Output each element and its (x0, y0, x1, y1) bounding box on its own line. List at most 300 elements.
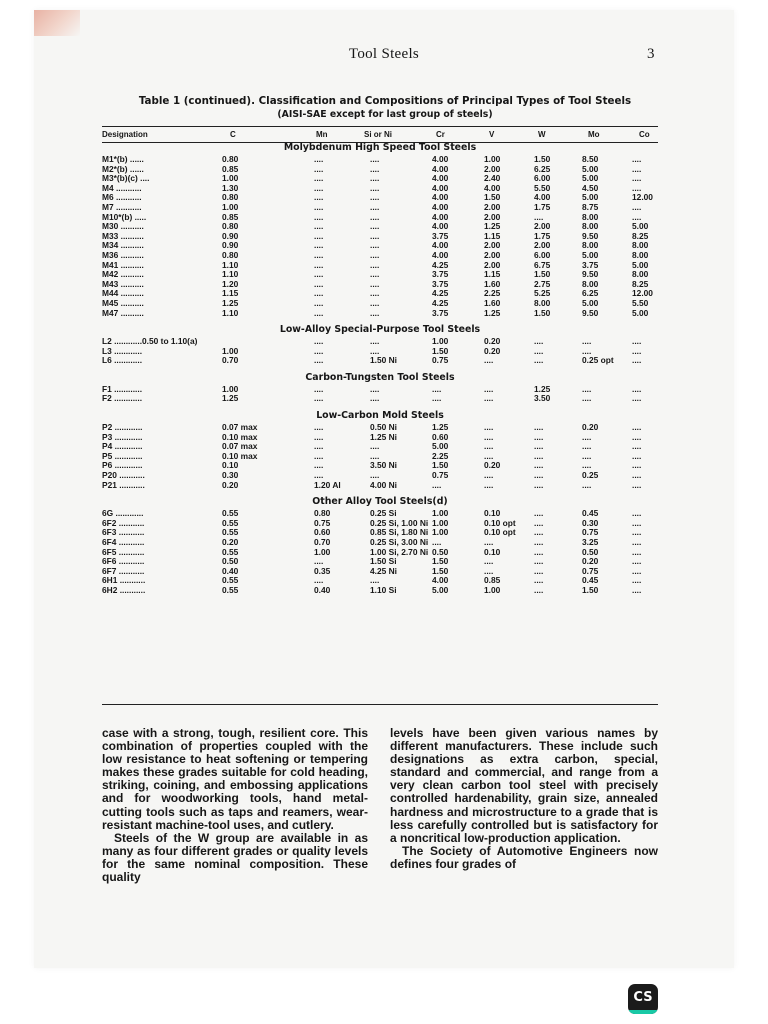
cell-des: L2 ............0.50 to 1.10(a) (102, 336, 198, 347)
cell-c: 1.00 (222, 173, 239, 184)
cell-co: .... (632, 517, 642, 528)
cell-mn: 1.00 (314, 546, 331, 557)
cell-w: .... (534, 431, 544, 442)
cell-mo: .... (582, 460, 592, 471)
cell-mn: .... (314, 297, 324, 308)
cell-c: 1.30 (222, 182, 239, 193)
cell-mn: .... (314, 182, 324, 193)
table-row (102, 222, 658, 232)
cell-cr: 1.00 (432, 517, 449, 528)
cell-mo: 6.25 (582, 288, 599, 299)
cell-c: 1.25 (222, 297, 239, 308)
cell-mo: 5.00 (582, 163, 599, 174)
col-header-si-ni: Si or Ni (364, 130, 393, 139)
cell-si: .... (370, 230, 380, 241)
cell-co: .... (632, 508, 642, 519)
col-header-mo: Mo (588, 130, 600, 139)
cell-v: .... (484, 422, 494, 433)
col-header-co: Co (639, 130, 650, 139)
cell-co: .... (632, 163, 642, 174)
cell-v: .... (484, 450, 494, 461)
cell-mo: 0.75 (582, 565, 599, 576)
cell-mo: 4.50 (582, 182, 599, 193)
cell-mn: 0.75 (314, 517, 331, 528)
cell-des: M42 .......... (102, 269, 144, 280)
cell-w: 8.00 (534, 297, 551, 308)
cell-c: 1.00 (222, 345, 239, 356)
cell-co: .... (632, 431, 642, 442)
body-paragraph: levels have been given various names by different manufacturers. These include such designations as extra carbon, special, standard and commercial, and range from a very clean carbon tool steel with precisely controlled hardenability, grain size, annealed hardness and microstructure to a grade that is less carefully controlled but is satisfactory for a noncritical low-production application. (390, 726, 658, 845)
cell-mn: .... (314, 336, 324, 347)
col-header-w: W (538, 130, 546, 139)
table-row (102, 461, 658, 471)
cell-cr: 0.75 (432, 470, 449, 481)
table-row (102, 433, 658, 443)
page-corner (34, 10, 80, 36)
cell-cr: 5.00 (432, 584, 449, 595)
cell-des: P6 ............ (102, 460, 143, 471)
cell-si: .... (370, 201, 380, 212)
cell-si: .... (370, 173, 380, 184)
cell-si: 1.50 Si (370, 556, 397, 567)
cell-mn: .... (314, 431, 324, 442)
cell-v: 0.20 (484, 336, 501, 347)
cell-si: .... (370, 393, 380, 404)
cell-w: .... (534, 537, 544, 547)
cell-cr: 1.00 (432, 508, 449, 519)
cell-c: 0.10 (222, 460, 239, 471)
cell-si: .... (370, 288, 380, 299)
cell-des: P2 ............ (102, 422, 143, 433)
cell-si: .... (370, 154, 380, 164)
cell-v: .... (484, 431, 494, 442)
table-row (102, 442, 658, 452)
cell-mo: 0.20 (582, 556, 599, 567)
cell-mn: .... (314, 556, 324, 567)
cell-cr: 4.25 (432, 259, 449, 270)
cell-w: .... (534, 441, 544, 452)
cell-cr: 3.75 (432, 230, 449, 241)
cell-si: 1.50 Ni (370, 355, 398, 366)
cell-si: 0.25 Si, 1.00 Ni (370, 517, 429, 528)
col-header-c: C (230, 130, 236, 139)
cell-w: 1.50 (534, 307, 551, 318)
cell-si: .... (370, 249, 380, 260)
cell-si: .... (370, 345, 380, 356)
cell-v: 0.10 (484, 546, 501, 557)
cell-v: 2.00 (484, 211, 501, 222)
cell-w: .... (534, 355, 544, 366)
cell-mn: 0.35 (314, 565, 331, 576)
cell-v: .... (484, 479, 494, 490)
cell-si: 1.25 Ni (370, 431, 398, 442)
cell-c: 0.55 (222, 584, 239, 595)
cell-co: .... (632, 422, 642, 433)
cell-v: 1.15 (484, 230, 501, 241)
cell-co: .... (632, 450, 642, 461)
table-row (102, 213, 658, 223)
table-top-rule (102, 126, 658, 127)
cell-des: M7 ........... (102, 201, 142, 212)
cell-w: .... (534, 575, 544, 586)
cell-w: 6.00 (534, 249, 551, 260)
cell-des: 6F5 ........... (102, 546, 145, 557)
cell-co: .... (632, 546, 642, 557)
col-header-cr: Cr (436, 130, 445, 139)
cell-w: 1.25 (534, 383, 551, 394)
cell-co: .... (632, 565, 642, 576)
cell-w: 1.50 (534, 269, 551, 280)
cell-mo: 0.45 (582, 508, 599, 519)
cell-si: 0.85 Si, 1.80 Ni (370, 527, 429, 538)
cell-co: .... (632, 470, 642, 481)
cell-v: .... (484, 565, 494, 576)
cell-mn: .... (314, 259, 324, 270)
cell-mn: 0.60 (314, 527, 331, 538)
cell-v: .... (484, 556, 494, 567)
table-row (102, 193, 658, 203)
cell-mn: .... (314, 355, 324, 366)
cell-w: .... (534, 565, 544, 576)
table-row (102, 203, 658, 213)
cell-des: P4 ............ (102, 441, 143, 452)
cell-mn: .... (314, 383, 324, 394)
cell-c: 0.20 (222, 479, 239, 490)
cell-mn: .... (314, 288, 324, 299)
cell-des: 6G ............ (102, 508, 144, 519)
cell-des: M44 .......... (102, 288, 144, 299)
table-body (102, 141, 658, 596)
cell-mo: .... (582, 479, 592, 490)
cell-c: 1.00 (222, 201, 239, 212)
table-row (102, 270, 658, 280)
cell-cr: 3.75 (432, 278, 449, 289)
cell-c: 0.07 max (222, 441, 258, 452)
cell-des: M36 .......... (102, 249, 144, 260)
cell-mn: .... (314, 441, 324, 452)
cell-des: P21 ........... (102, 479, 145, 490)
cell-v: 0.10 opt (484, 527, 516, 538)
cell-v: 1.25 (484, 307, 501, 318)
cell-mn: .... (314, 211, 324, 222)
section-heading: Carbon-Tungsten Tool Steels (305, 371, 455, 383)
cell-des: F1 ............ (102, 383, 143, 394)
body-paragraph: The Society of Automotive Engineers now defines four grades of (390, 843, 658, 871)
cell-v: 0.20 (484, 460, 501, 471)
cell-cr: 0.60 (432, 431, 449, 442)
cell-cr: 4.00 (432, 221, 449, 232)
cell-mo: 0.75 (582, 527, 599, 538)
cell-si: .... (370, 307, 380, 318)
cell-cr: 4.00 (432, 163, 449, 174)
cell-cr: 1.50 (432, 556, 449, 567)
body-column-left (102, 727, 368, 884)
table-row (102, 481, 658, 491)
cell-des: M6 ........... (102, 192, 142, 203)
cell-mo: 1.50 (582, 584, 599, 595)
cell-v: 2.00 (484, 249, 501, 260)
cell-mo: 5.00 (582, 192, 599, 203)
cell-w: .... (534, 336, 544, 347)
cell-c: 1.20 (222, 278, 239, 289)
cell-mn: .... (314, 192, 324, 203)
cell-cr: 4.00 (432, 249, 449, 260)
table-row (102, 299, 658, 309)
cell-c: 0.55 (222, 517, 239, 528)
cell-mn: 0.40 (314, 584, 331, 595)
cell-w: 1.75 (534, 230, 551, 241)
cell-mo: 0.25 opt (582, 355, 614, 366)
cell-c: 0.80 (222, 249, 239, 260)
cell-des: M1*(b) ...... (102, 154, 144, 164)
cell-w: .... (534, 460, 544, 471)
cell-cr: 1.50 (432, 565, 449, 576)
col-header-designation: Designation (102, 130, 148, 139)
cell-c: 0.55 (222, 575, 239, 586)
cell-co: .... (632, 355, 642, 366)
cell-mo: 0.50 (582, 546, 599, 557)
cell-cr: 4.00 (432, 182, 449, 193)
cell-cr: 4.00 (432, 211, 449, 222)
cell-mn: .... (314, 307, 324, 318)
cell-cr: 1.50 (432, 345, 449, 356)
cell-mn: .... (314, 269, 324, 280)
cell-des: 6F7 ........... (102, 565, 145, 576)
table-row (102, 337, 658, 347)
cell-si: .... (370, 221, 380, 232)
cell-w: 6.00 (534, 173, 551, 184)
cell-c: 1.25 (222, 393, 239, 404)
cell-w: .... (534, 470, 544, 481)
cell-co: 5.50 (632, 297, 649, 308)
cell-mo: .... (582, 345, 592, 356)
table-row (102, 165, 658, 175)
cell-des: M2*(b) ...... (102, 163, 144, 174)
cell-v: 2.00 (484, 163, 501, 174)
section-heading: Molybdenum High Speed Tool Steels (283, 142, 477, 153)
cell-v: 2.00 (484, 259, 501, 270)
cell-si: 4.25 Ni (370, 565, 398, 576)
cell-c: 0.07 max (222, 422, 258, 433)
cell-mo: 9.50 (582, 307, 599, 318)
cell-des: 6F6 ........... (102, 556, 145, 567)
cell-c: 0.80 (222, 192, 239, 203)
cell-co: 8.25 (632, 230, 649, 241)
cell-si: .... (370, 240, 380, 251)
cell-si: 3.50 Ni (370, 460, 398, 471)
cell-c: 0.55 (222, 508, 239, 519)
cell-v: 1.25 (484, 221, 501, 232)
table-header-row (102, 128, 658, 141)
cell-mn: .... (314, 163, 324, 174)
cell-c: 1.00 (222, 383, 239, 394)
running-header-title: Tool Steels (348, 46, 420, 62)
cell-c: 0.80 (222, 221, 239, 232)
cell-si: 0.25 Si (370, 508, 397, 519)
cell-v: .... (484, 393, 494, 404)
cell-mo: 8.00 (582, 278, 599, 289)
cell-si: 0.25 Si, 3.00 Ni (370, 537, 429, 547)
cell-c: 0.80 (222, 154, 239, 164)
cell-co: .... (632, 345, 642, 356)
cell-v: 0.10 opt (484, 517, 516, 528)
cell-si: .... (370, 383, 380, 394)
cell-w: 2.00 (534, 221, 551, 232)
cell-cr: 3.75 (432, 269, 449, 280)
cell-des: M4 ........... (102, 182, 142, 193)
cell-c: 0.55 (222, 546, 239, 557)
logo-accent-bar (628, 1010, 658, 1014)
cell-si: .... (370, 336, 380, 347)
cell-w: .... (534, 546, 544, 557)
table-row (102, 251, 658, 261)
cell-v: 1.60 (484, 297, 501, 308)
cell-co: .... (632, 556, 642, 567)
cell-co: 5.00 (632, 221, 649, 232)
table-subcaption: (AISI-SAE except for last group of steels) (277, 109, 493, 120)
cell-des: M33 .......... (102, 230, 144, 241)
cell-des: 6H2 ........... (102, 584, 146, 595)
cell-mn: .... (314, 422, 324, 433)
table-row (102, 289, 658, 299)
cell-mn: .... (314, 249, 324, 260)
cell-w: 5.50 (534, 182, 551, 193)
cell-cr: .... (432, 383, 442, 394)
cell-c: 0.20 (222, 537, 239, 547)
cell-co: 5.00 (632, 307, 649, 318)
cell-mo: 3.75 (582, 259, 599, 270)
cell-co: .... (632, 584, 642, 595)
page-number: 3 (647, 46, 655, 62)
cell-si: .... (370, 182, 380, 193)
cell-si: 4.00 Ni (370, 479, 398, 490)
cell-mn: 1.20 Al (314, 479, 341, 490)
cell-co: 12.00 (632, 192, 653, 203)
body-paragraph: Steels of the W group are available in as many as four different grades or quality levels for the same nominal composition. These quality (102, 830, 368, 885)
cell-mo: 0.25 (582, 470, 599, 481)
cell-cr: 1.50 (432, 460, 449, 471)
cell-w: 4.00 (534, 192, 551, 203)
cell-mo: .... (582, 383, 592, 394)
cell-si: .... (370, 575, 380, 586)
cell-w: .... (534, 422, 544, 433)
cell-si: .... (370, 192, 380, 203)
cell-des: 6F4 ........... (102, 537, 145, 547)
cell-c: 0.90 (222, 230, 239, 241)
cell-co: .... (632, 173, 642, 184)
cell-co: .... (632, 575, 642, 586)
cell-des: M3*(b)(c) .... (102, 173, 150, 184)
cell-w: .... (534, 450, 544, 461)
cell-mo: .... (582, 441, 592, 452)
cell-v: 2.40 (484, 173, 501, 184)
cell-c: 0.90 (222, 240, 239, 251)
cell-cr: 1.00 (432, 527, 449, 538)
cell-des: P3 ............ (102, 431, 143, 442)
cell-v: 1.60 (484, 278, 501, 289)
cell-co: 5.00 (632, 259, 649, 270)
composition-table (102, 128, 658, 596)
cell-mo: 5.00 (582, 173, 599, 184)
cell-mo: .... (582, 431, 592, 442)
cell-co: .... (632, 211, 642, 222)
cell-mn: 0.80 (314, 508, 331, 519)
cell-w: .... (534, 508, 544, 519)
cell-v: .... (484, 537, 494, 547)
cell-des: M34 .......... (102, 240, 144, 251)
cell-c: 0.40 (222, 565, 239, 576)
cell-cr: 4.25 (432, 297, 449, 308)
cell-c: 0.50 (222, 556, 239, 567)
cell-des: P5 ............ (102, 450, 143, 461)
cell-mo: 8.00 (582, 221, 599, 232)
cell-si: .... (370, 450, 380, 461)
cell-mn: .... (314, 450, 324, 461)
cell-v: 0.10 (484, 508, 501, 519)
section-heading: Other Alloy Tool Steels(d) (312, 496, 448, 508)
cell-mo: 8.00 (582, 240, 599, 251)
cell-w: 1.50 (534, 154, 551, 164)
cell-mo: 5.00 (582, 249, 599, 260)
cell-co: .... (632, 460, 642, 471)
cell-c: 0.30 (222, 470, 239, 481)
cell-des: F2 ............ (102, 393, 143, 404)
cell-cr: .... (432, 537, 442, 547)
cell-co: 12.00 (632, 288, 653, 299)
cell-co: 8.25 (632, 278, 649, 289)
col-header-mn: Mn (316, 130, 328, 139)
cell-mo: 8.50 (582, 154, 599, 164)
cell-mn: .... (314, 470, 324, 481)
cell-c: 1.10 (222, 307, 239, 318)
body-column-right (390, 727, 658, 871)
cell-mn: .... (314, 240, 324, 251)
section-heading: Low-Alloy Special-Purpose Tool Steels (279, 324, 481, 336)
cell-co: 8.00 (632, 269, 649, 280)
table-row (102, 232, 658, 242)
cell-mo: 9.50 (582, 269, 599, 280)
cell-co: .... (632, 182, 642, 193)
cell-cr: 0.75 (432, 355, 449, 366)
cell-w: .... (534, 527, 544, 538)
table-row (102, 385, 658, 395)
cell-si: .... (370, 278, 380, 289)
cell-des: M43 .......... (102, 278, 144, 289)
body-paragraph: case with a strong, tough, resilient core. This combination of properties coupled with the low resistance to heat softening or tempering makes these grades suitable for cold heading, striking, coining, and embossing applications and for woodworking tools, hand metal-cutting tools such as taps and reamers, wear-resistant machine-tool uses, and cutlery. (102, 726, 368, 832)
cell-si: 1.00 Si, 2.70 Ni (370, 546, 429, 557)
cell-co: 8.00 (632, 240, 649, 251)
cell-si: .... (370, 441, 380, 452)
cell-des: 6F3 ........... (102, 527, 145, 538)
table-row (102, 280, 658, 290)
cell-cr: .... (432, 393, 442, 404)
camscanner-logo-icon (628, 984, 658, 1014)
cell-v: .... (484, 355, 494, 366)
cell-v: 2.25 (484, 288, 501, 299)
cell-mn: .... (314, 154, 324, 164)
cell-v: 1.15 (484, 269, 501, 280)
cell-w: .... (534, 211, 544, 222)
cell-v: 2.00 (484, 201, 501, 212)
cell-des: P20 ........... (102, 470, 145, 481)
cell-cr: 4.00 (432, 201, 449, 212)
cell-v: 1.00 (484, 154, 501, 164)
cell-v: .... (484, 383, 494, 394)
cell-mn: 0.70 (314, 537, 331, 547)
cell-co: .... (632, 527, 642, 538)
cell-des: M47 .......... (102, 307, 144, 318)
table-row (102, 155, 658, 165)
